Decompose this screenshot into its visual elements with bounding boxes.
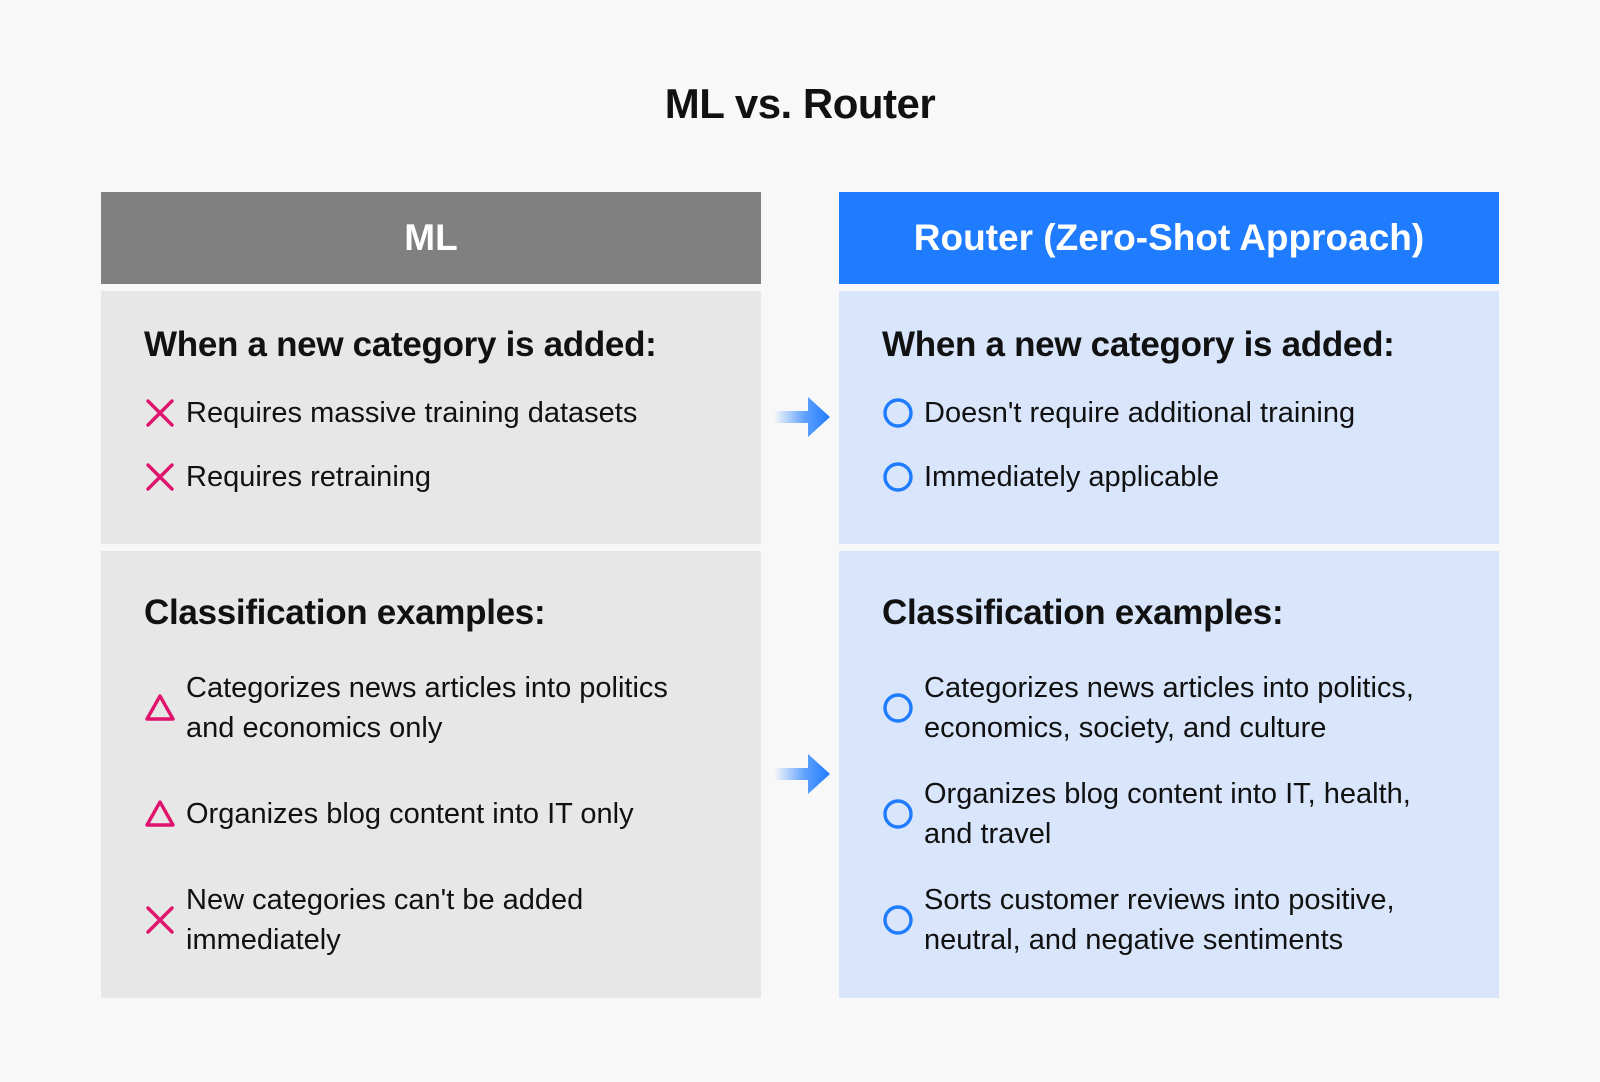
list-item [144,867,741,973]
router-examples-panel [839,551,1499,998]
list-item-text: immediately [186,924,341,956]
ml-column [101,192,761,998]
list-item-text: and travel [924,818,1052,850]
list-item-text: economics, society, and culture [924,712,1327,744]
ml-examples-title: Classification examples: [144,593,546,632]
list-item-text: and economics only [186,712,443,744]
router-new-category-title: When a new category is added: [882,325,1395,364]
list-item-text: Categorizes news articles into politics, [924,672,1414,704]
list-item [882,381,1479,445]
ml-examples-panel [101,551,761,998]
list-item-text: Categorizes news articles into politics [186,672,668,704]
list-item [882,867,1479,973]
cross-icon [144,461,176,493]
list-item-text: Organizes blog content into IT only [186,798,634,830]
list-item-text: Doesn't require additional training [924,397,1356,429]
triangle-icon [144,692,176,724]
circle-icon [882,904,914,936]
list-item [882,761,1479,867]
cross-icon [144,397,176,429]
circle-icon [882,798,914,830]
circle-icon [882,461,914,493]
list-item-text: Sorts customer reviews into positive, [924,884,1395,916]
list-item [144,381,741,445]
circle-icon [882,692,914,724]
cross-icon [144,904,176,936]
list-item-text: Requires massive training datasets [186,397,638,429]
arrow-right-icon [774,395,832,439]
list-item-text: New categories can't be added [186,884,584,916]
list-item-text: Organizes blog content into IT, health, [924,778,1411,810]
ml-new-category-title: When a new category is added: [144,325,657,364]
circle-icon [882,397,914,429]
list-item-text: Immediately applicable [924,461,1219,493]
list-item [144,761,741,867]
router-new-category-panel [839,291,1499,544]
list-item [144,655,741,761]
page-title: ML vs. Router [664,80,936,127]
ml-header: ML [101,192,761,284]
ml-new-category-panel [101,291,761,544]
triangle-icon [144,798,176,830]
router-examples-title: Classification examples: [882,593,1284,632]
list-item-text: neutral, and negative sentiments [924,924,1344,956]
list-item [882,655,1479,761]
arrow-right-icon [774,752,832,796]
list-item-text: Requires retraining [186,461,432,493]
list-item [144,445,741,509]
list-item [882,445,1479,509]
router-column [839,192,1499,998]
router-header: Router (Zero-Shot Approach) [839,192,1499,284]
